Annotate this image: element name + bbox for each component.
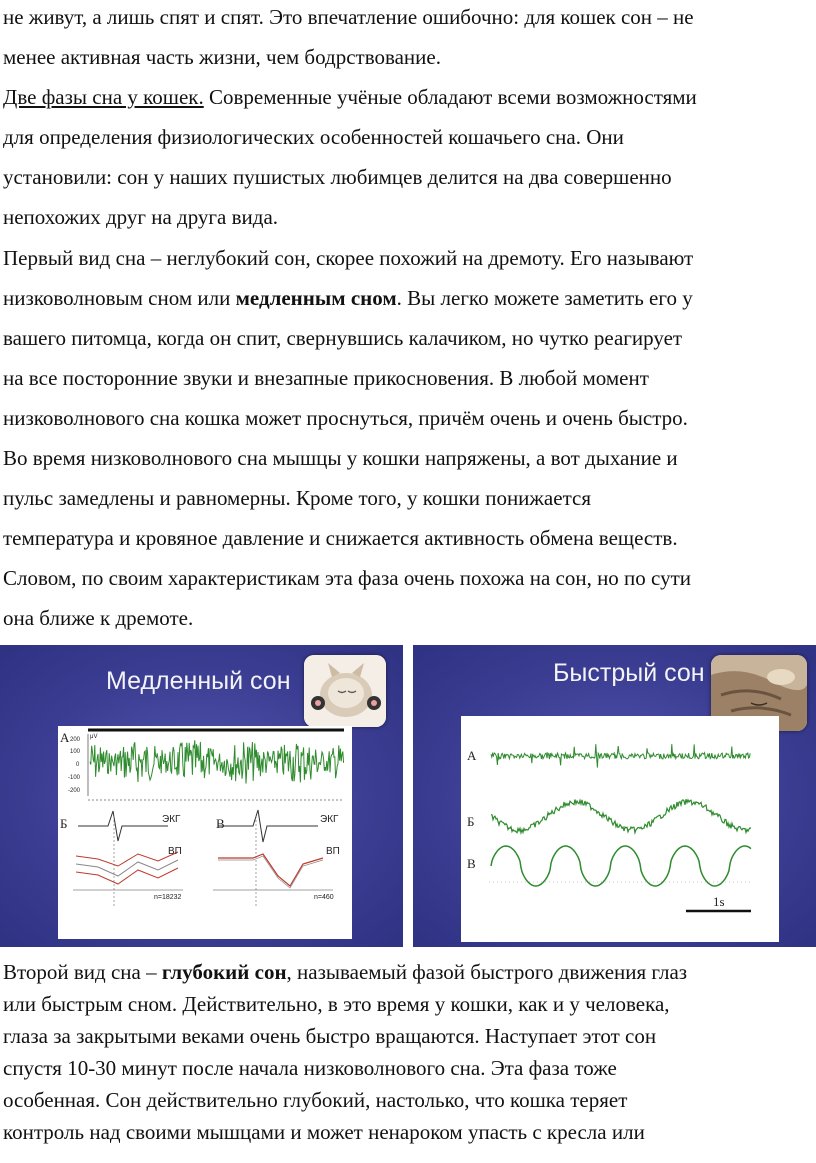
eeg-figure-fast	[461, 716, 779, 942]
text-line: пульс замедлены и равномерны. Кроме того, у кошки понижается	[3, 486, 591, 510]
text-line: Первый вид сна – неглубокий сон, скорее похожий на дремоту. Его называют	[3, 246, 694, 270]
slide-slow-sleep	[0, 645, 403, 947]
text-span: . Вы легко можете заметить его у	[396, 286, 693, 310]
text-line: или быстрым сном. Действительно, в это время у кошки, как и у человека,	[3, 992, 670, 1016]
text-line: глаза за закрытыми веками очень быстро вращаются. Наступает этот сон	[3, 1024, 657, 1048]
slide-fast-sleep	[413, 645, 816, 947]
text-line	[3, 962, 687, 983]
scale-label: 1s	[713, 894, 725, 909]
ekg-label: ЭКГ	[162, 814, 181, 825]
eeg-figure-slow	[58, 726, 352, 939]
kitten-icon	[304, 655, 386, 727]
unit-label: μV	[90, 734, 98, 740]
text-line: не живут, а лишь спят и спят. Это впечатление ошибочно: для кошек сон – не	[3, 5, 694, 29]
n-count: n=18232	[154, 894, 182, 901]
ekg-label: ЭКГ	[320, 814, 339, 825]
slide-title: Медленный сон	[106, 667, 291, 695]
text-span: Современные учёные обладают всеми возможностями	[203, 85, 697, 109]
text-line: низковолнового сна кошка может проснуться, причём очень и очень быстро.	[3, 406, 688, 430]
y-tick: 0	[76, 762, 80, 768]
text-line: Во время низковолнового сна мышцы у кошки напряжены, а вот дыхание и	[3, 446, 678, 470]
text-line	[3, 288, 693, 309]
y-tick: 100	[70, 749, 81, 755]
kitten-photo	[304, 655, 386, 727]
text-line: для определения физиологических особенностей кошачьего сна. Они	[3, 125, 624, 149]
text-line: вашего питомца, когда он спит, свернувшись калачиком, но чутко реагирует	[3, 326, 683, 350]
trace-label-v: В	[467, 856, 476, 871]
n-count: n=460	[314, 894, 334, 901]
text-line: спустя 10-30 минут после начала низковолнового сна. Эта фаза тоже	[3, 1056, 617, 1080]
vp-label: ВП	[168, 846, 182, 857]
trace-label-a: А	[467, 748, 477, 763]
text-line: менее активная часть жизни, чем бодрствование.	[3, 45, 441, 69]
panel-label-b: Б	[60, 816, 68, 831]
trace-label-b: Б	[467, 814, 475, 829]
vp-label: ВП	[326, 846, 340, 857]
bold-term: глубокий сон	[161, 960, 287, 984]
slide-title: Быстрый сон	[553, 659, 705, 687]
bold-term: медленным сном	[235, 286, 397, 310]
text-line: контроль над своими мышцами и может ненароком упасть с кресла или	[3, 1120, 645, 1144]
y-tick: -100	[68, 775, 81, 781]
section-heading: Две фазы сна у кошек.	[3, 85, 204, 109]
y-tick: -200	[68, 788, 81, 794]
text-span: низковолновым сном или	[3, 286, 236, 310]
text-line: она ближе к дремоте.	[3, 606, 194, 630]
text-line: температура и кровяное давление и снижается активность обмена веществ.	[3, 526, 678, 550]
text-line: Словом, по своим характеристикам эта фаза очень похожа на сон, но по сути	[3, 566, 692, 590]
text-line: особенная. Сон действительно глубокий, настолько, что кошка теряет	[3, 1088, 628, 1112]
eeg-fast-chart	[461, 716, 779, 942]
text-line: на все посторонние звуки и внезапные прикосновения. В любой момент	[3, 366, 649, 390]
panel-label-v: В	[216, 816, 225, 831]
eeg-slow-chart	[58, 726, 352, 939]
text-line: установили: сон у наших пушистых любимцев делится на два совершенно	[3, 165, 672, 189]
text-line: непохожих друг на друга вида.	[3, 205, 279, 229]
text-span: Второй вид сна –	[3, 960, 162, 984]
y-tick: 200	[70, 737, 81, 743]
text-line	[3, 87, 697, 108]
panel-label-a: А	[60, 730, 70, 745]
text-span: , называемый фазой быстрого движения глаз	[286, 960, 688, 984]
